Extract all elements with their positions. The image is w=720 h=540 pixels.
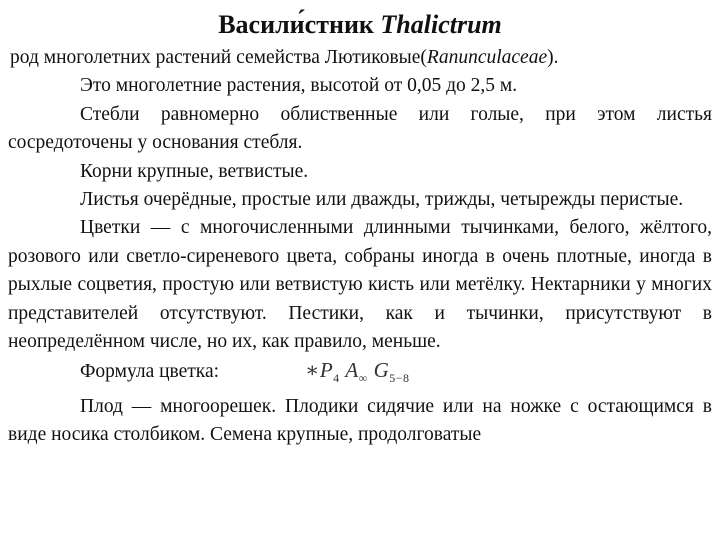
flower-formula [233, 356, 409, 393]
paragraph-fruit: Плод — многоорешек. Плодики сидячие или на ножке с остающимся в виде носика столбиком. Семена крупные, продолговатые [8, 396, 712, 446]
document-body [8, 44, 712, 450]
paragraph-stems: Стебли равномерно облиственные или голые, при этом листья сосредоточены у основания стебля. [8, 103, 712, 154]
paragraph-height: Это многолетние растения, высотой от 0,05 до 2,5 м. [80, 75, 518, 97]
formula-g: G [373, 358, 390, 383]
paragraph-roots: Корни крупные, ветвистые. [80, 160, 309, 182]
paragraph-leaves: Листья очерёдные, простые или дважды, трижды, четырежды перистые. [80, 189, 684, 211]
paragraph-flowers: Цветки — с многочисленными длинными тычинками, белого, жёлтого, розового или светло-сиреневого цвета, собраны иногда в очень плотные, иногда в рыхлые соцветия, простую или ветвистую кисть или метёлку. Нектарники у многих представителей отсутствуют. Пестики, как и тычинки, присутствуют в неопределённом числе, но их, как правило, меньше. [8, 217, 712, 353]
paragraph-intro [8, 44, 712, 72]
formula-p-sub: 4 [333, 371, 340, 386]
intro-suffix: ). [547, 47, 559, 68]
formula-star: ∗ [305, 358, 320, 383]
formula-label: Формула цветка: [80, 361, 220, 383]
formula-a-sub: ∞ [358, 371, 368, 386]
formula-g-sub: 5−8 [389, 371, 410, 386]
page-title [0, 8, 720, 42]
formula-p: P [319, 358, 334, 383]
title-latin: Thalictrum [380, 10, 502, 39]
title-russian: Васили́стник [218, 10, 374, 39]
paragraph-formula [8, 356, 712, 393]
intro-prefix: род многолетних растений семейства Лютиковые( [10, 47, 427, 68]
formula-a: A [345, 358, 359, 383]
intro-family-latin: Ranunculaceae [426, 47, 548, 68]
